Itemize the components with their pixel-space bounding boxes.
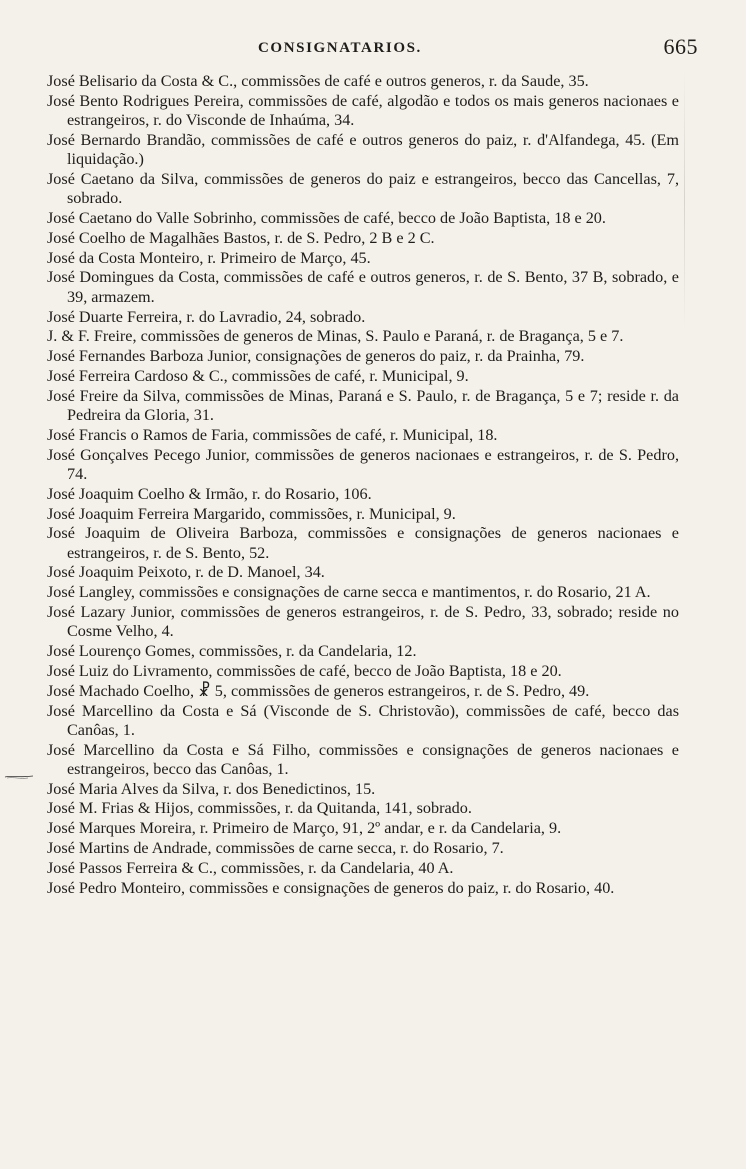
directory-entry: José Caetano da Silva, commissões de generos do paiz e estrangeiros, becco das Cancellas, 7, sobrado.	[47, 169, 679, 208]
page-number: 665	[663, 34, 698, 59]
directory-entry: José Machado Coelho, ☧ 5, commissões de generos estrangeiros, r. de S. Pedro, 49.	[47, 681, 590, 700]
directory-entry: José Francis o Ramos de Faria, commissões de café, r. Municipal, 18.	[47, 425, 498, 444]
directory-entry: José M. Frias & Hijos, commissões, r. da Quitanda, 141, sobrado.	[47, 799, 472, 818]
directory-entry: José Marcellino da Costa e Sá Filho, commissões e consignações de generos nacionaes e estrangeiros, becco das Canôas, 1.	[47, 740, 679, 778]
directory-entry: José Caetano do Valle Sobrinho, commissões de café, becco de João Baptista, 18 e 20.	[47, 209, 606, 228]
consignee-list	[47, 72, 679, 898]
directory-entry: José Langley, commissões e consignações de carne secca e mantimentos, r. do Rosario, 21 A.	[47, 583, 651, 602]
directory-entry: José Pedro Monteiro, commissões e consignações de generos do paiz, r. do Rosario, 40.	[47, 878, 615, 897]
directory-entry: José Luiz do Livramento, commissões de café, becco de João Baptista, 18 e 20.	[47, 661, 562, 680]
directory-entry: José Maria Alves da Silva, r. dos Benedictinos, 15.	[47, 779, 376, 798]
running-title: CONSIGNATARIOS.	[258, 40, 422, 56]
directory-entry: J. & F. Freire, commissões de generos de Minas, S. Paulo e Paraná, r. de Bragança, 5 e 7.	[47, 327, 624, 346]
directory-entry: José Belisario da Costa & C., commissões de café e outros generos, r. da Saude, 35.	[47, 72, 589, 90]
directory-entry: José Passos Ferreira & C., commissões, r. da Candelaria, 40 A.	[47, 858, 454, 877]
paper-crease	[684, 70, 685, 330]
directory-entry: José Ferreira Cardoso & C., commissões de café, r. Municipal, 9.	[47, 366, 469, 385]
directory-entry: José Joaquim de Oliveira Barboza, commissões e consignações de generos nacionaes e estrangeiros, r. de S. Bento, 52.	[47, 524, 679, 562]
directory-entry: José Domingues da Costa, commissões de café e outros generos, r. de S. Bento, 37 B, sobrado, e 39, armazem.	[47, 268, 679, 306]
directory-entry: José Fernandes Barboza Junior, consignações de generos do paiz, r. da Prainha, 79.	[47, 347, 585, 366]
directory-entry: José Bento Rodrigues Pereira, commissões de café, algodão e todos os mais generos nacionaes e estrangeiros, r. do Visconde de Inhaúma, 34.	[47, 91, 679, 130]
directory-entry: José Duarte Ferreira, r. do Lavradio, 24, sobrado.	[47, 307, 366, 326]
margin-pen-mark	[4, 772, 34, 780]
directory-entry: José da Costa Monteiro, r. Primeiro de Março, 45.	[47, 248, 371, 267]
directory-entry: José Lourenço Gomes, commissões, r. da Candelaria, 12.	[47, 642, 417, 661]
directory-entry: José Freire da Silva, commissões de Minas, Paraná e S. Paulo, r. de Bragança, 5 e 7; reside r. da Pedreira da Gloria, 31.	[47, 386, 679, 425]
directory-entry: José Marcellino da Costa e Sá (Visconde de S. Christovão), commissões de café, becco das Canôas, 1.	[47, 701, 679, 739]
directory-entry: José Lazary Junior, commissões de generos estrangeiros, r. de S. Pedro, 33, sobrado; reside no Cosme Velho, 4.	[47, 603, 679, 641]
directory-entry: José Joaquim Coelho & Irmão, r. do Rosario, 106.	[47, 484, 372, 503]
directory-entry: José Bernardo Brandão, commissões de café e outros generos do paiz, r. d'Alfandega, 45. (Em liquidação.)	[47, 130, 679, 169]
directory-entry: José Joaquim Peixoto, r. de D. Manoel, 34.	[47, 563, 325, 582]
directory-entry: José Coelho de Magalhães Bastos, r. de S. Pedro, 2 B e 2 C.	[47, 228, 435, 247]
directory-entry: José Marques Moreira, r. Primeiro de Março, 91, 2º andar, e r. da Candelaria, 9.	[47, 819, 562, 838]
page-header	[0, 34, 746, 64]
directory-entry: José Joaquim Ferreira Margarido, commissões, r. Municipal, 9.	[47, 504, 456, 523]
directory-entry: José Gonçalves Pecego Junior, commissões de generos nacionaes e estrangeiros, r. de S. Pedro, 74.	[47, 445, 679, 483]
directory-entry: José Martins de Andrade, commissões de carne secca, r. do Rosario, 7.	[47, 839, 504, 858]
